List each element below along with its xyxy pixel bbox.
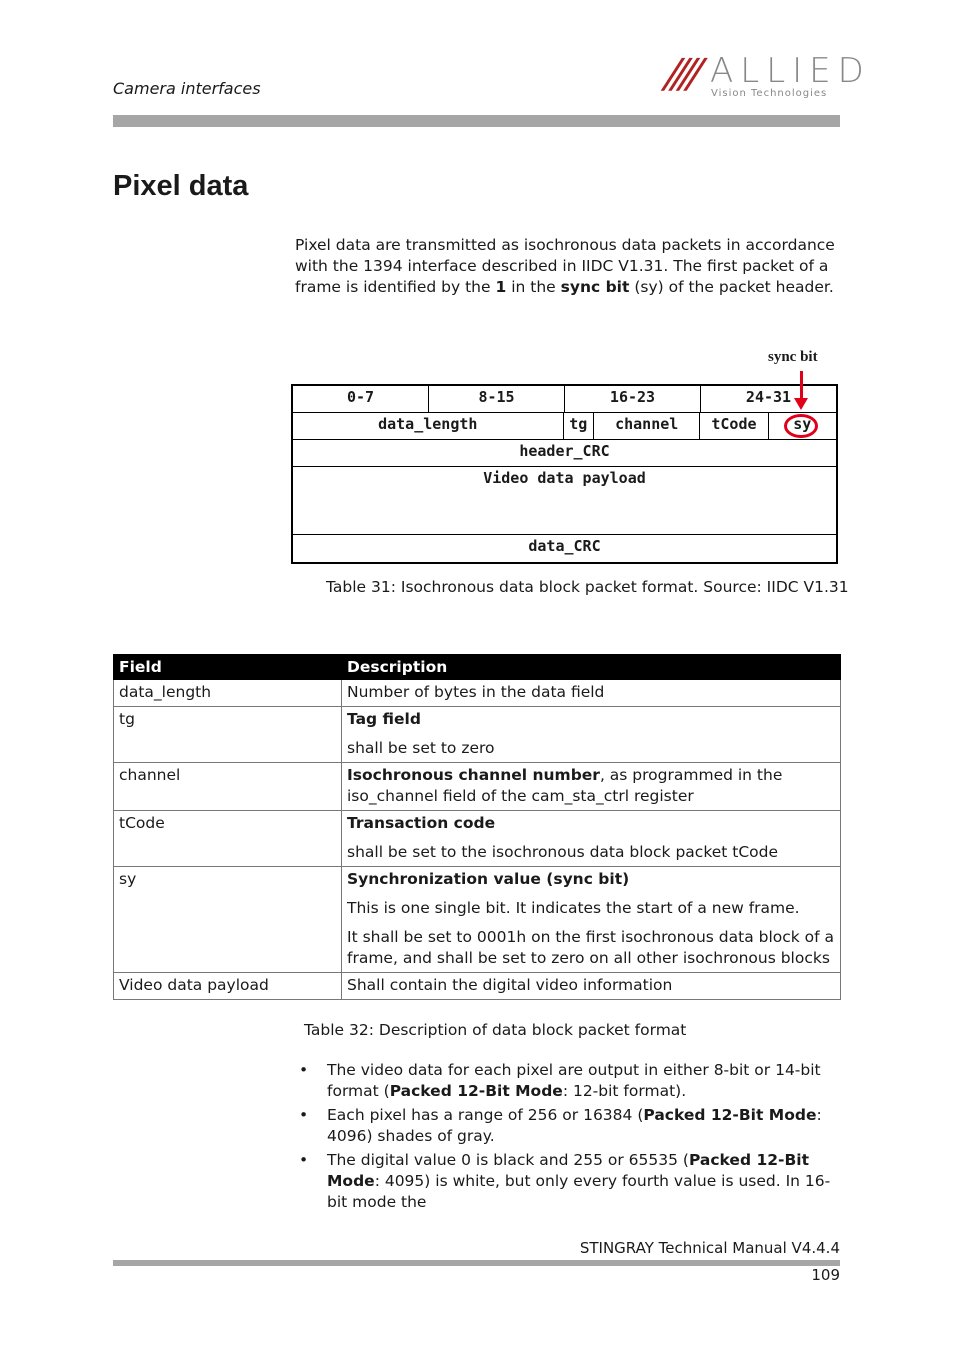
description-paragraph	[347, 975, 835, 996]
text-run: The video data for each pixel are output in either 8-bit or 14-bit format (	[327, 1061, 821, 1100]
bold-text: Transaction code	[347, 814, 496, 832]
description-cell	[342, 973, 841, 1000]
sync-bit-arrow-head	[794, 398, 808, 410]
bold-text: Isochronous channel number	[347, 766, 600, 784]
logo-wordmark: ALLIED	[710, 51, 871, 91]
text-run: , as programmed in the iso_channel field of the cam_sta_ctrl register	[347, 766, 783, 805]
packet-row	[293, 386, 836, 413]
section-title: Camera interfaces	[113, 79, 261, 98]
bold-text: sync bit	[560, 278, 630, 296]
bold-text: 1	[495, 278, 507, 296]
page-title: Pixel data	[113, 170, 249, 202]
list-item	[298, 1105, 843, 1147]
description-paragraph	[347, 927, 835, 969]
text-run: Pixel data are transmitted as isochronous data packets in accordance with the 1394 interface described in IIDC V1.31. The first packet of a frame is identified by the	[295, 236, 835, 296]
packet-field-24-31: 24-31	[745, 388, 792, 406]
page-number: 109	[811, 1266, 840, 1284]
bold-text: Packed 12-Bit Mode	[643, 1106, 817, 1124]
packet-format-diagram	[291, 384, 838, 564]
field-cell: Video data payload	[114, 973, 342, 1000]
packet-row	[293, 535, 836, 562]
packet-field-sy: sy	[793, 415, 812, 433]
field-cell: tCode	[114, 811, 342, 867]
text-run: (sy) of the packet header.	[629, 278, 834, 296]
logo-slashes: ////	[662, 51, 700, 97]
bullet-icon: •	[299, 1106, 309, 1124]
footer-manual-title: STINGRAY Technical Manual V4.4.4	[579, 1239, 840, 1257]
bullet-icon: •	[299, 1061, 309, 1079]
table-row	[114, 763, 841, 811]
text-run: shall be set to the isochronous data block packet tCode	[347, 843, 779, 861]
sync-bit-label: sync bit	[768, 349, 818, 365]
description-paragraph	[347, 682, 835, 703]
description-paragraph	[347, 842, 835, 863]
description-paragraph	[347, 869, 835, 890]
packet-field-data-crc: data_CRC	[528, 537, 601, 555]
field-cell: tg	[114, 707, 342, 763]
packet-field-tcode: tCode	[700, 413, 768, 439]
text-run: shall be set to zero	[347, 739, 495, 757]
packet-field-8-15: 8-15	[429, 386, 565, 412]
text-run: Shall contain the digital video information	[347, 976, 673, 994]
sync-bit-highlight-circle	[784, 414, 818, 438]
table-row	[114, 811, 841, 867]
description-cell	[342, 680, 841, 707]
description-cell	[342, 867, 841, 973]
packet-field-tg: tg	[564, 413, 595, 439]
table-row	[114, 707, 841, 763]
description-paragraph	[347, 813, 835, 834]
field-cell: channel	[114, 763, 342, 811]
table-row	[114, 680, 841, 707]
packet-field-data-length: data_length	[293, 413, 564, 439]
packet-field-16-23: 16-23	[565, 386, 701, 412]
description-table	[113, 654, 841, 1000]
text-run: It shall be set to 0001h on the first isochronous data block of a frame, and shall be set to zero on all other isochronous blocks	[347, 928, 835, 967]
field-cell: sy	[114, 867, 342, 973]
header-field: Field	[114, 655, 342, 680]
description-paragraph	[347, 738, 835, 759]
table-32-caption: Table 32: Description of data block packet format	[304, 1021, 687, 1039]
bold-text: Synchronization value (sync bit)	[347, 870, 630, 888]
field-cell: data_length	[114, 680, 342, 707]
description-cell	[342, 811, 841, 867]
packet-row	[293, 413, 836, 440]
packet-field-0-7: 0-7	[293, 386, 429, 412]
text-run: Each pixel has a range of 256 or 16384 (	[327, 1106, 644, 1124]
text-run: This is one single bit. It indicates the start of a new frame.	[347, 899, 800, 917]
table-header-row	[114, 655, 841, 680]
packet-field-channel: channel	[594, 413, 700, 439]
text-run: Number of bytes in the data field	[347, 683, 605, 701]
header-rule	[113, 115, 840, 127]
intro-paragraph	[295, 235, 840, 298]
description-paragraph	[347, 765, 835, 807]
bold-text: Tag field	[347, 710, 421, 728]
text-run: in the	[506, 278, 561, 296]
description-paragraph	[347, 709, 835, 730]
packet-row	[293, 440, 836, 467]
packet-row	[293, 467, 836, 535]
sync-bit-arrow	[800, 371, 803, 401]
table-row	[114, 867, 841, 973]
list-item	[298, 1150, 843, 1213]
footer-rule	[113, 1260, 840, 1266]
table-31-caption: Table 31: Isochronous data block packet format. Source: IIDC V1.31	[326, 578, 849, 596]
bullet-list	[298, 1060, 843, 1216]
description-cell	[342, 707, 841, 763]
header-description: Description	[342, 655, 841, 680]
allied-logo	[662, 51, 871, 100]
packet-field-header-crc: header_CRC	[519, 442, 610, 460]
text-run: : 4096) shades of gray.	[327, 1106, 822, 1145]
list-item	[298, 1060, 843, 1102]
logo-subtitle: Vision Technologies	[711, 88, 828, 99]
bold-text: Packed 12-Bit Mode	[327, 1151, 809, 1190]
text-run: The digital value 0 is black and 255 or 65535 (	[327, 1151, 689, 1169]
packet-field-video-data-payload: Video data payload	[483, 469, 646, 487]
bullet-icon: •	[299, 1151, 309, 1169]
description-paragraph	[347, 898, 835, 919]
bold-text: Packed 12-Bit Mode	[389, 1082, 563, 1100]
text-run: : 12-bit format).	[562, 1082, 687, 1100]
table-row	[114, 973, 841, 1000]
text-run: : 4095) is white, but only every fourth value is used. In 16-bit mode the	[327, 1172, 831, 1211]
description-cell	[342, 763, 841, 811]
